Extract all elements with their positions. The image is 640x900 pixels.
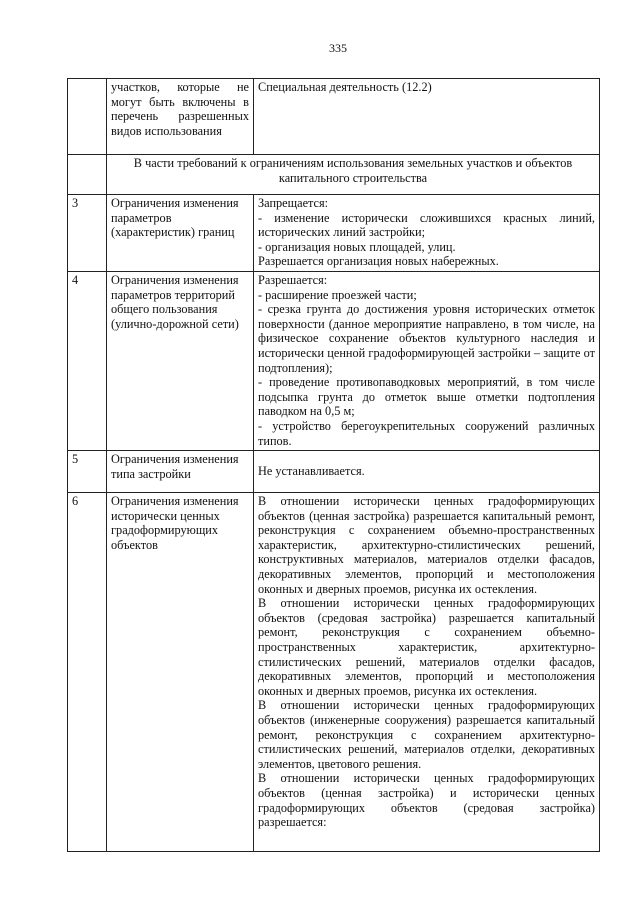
title-line: градоформирующих [111, 523, 219, 538]
content-paragraph: В отношении исторически ценных градоформирующих объектов (средовая застройка) разрешается капитальный ремонт, реконструкция с сохранением объемно-пространственных характеристик, архитектурно-стилистических решений, материалов отделки фасадов, декоративных элементов, пропорций и местоположения оконных и дверных проемов, рисунка их остекления. [258, 596, 595, 698]
content-paragraph: В отношении исторически ценных градоформирующих объектов (ценная застройка) и исторически ценных градоформирующих объектов (средовая застройка) разрешается: [258, 771, 595, 830]
content-paragraph: В отношении исторически ценных градоформирующих объектов (инженерные сооружения) разрешается капитальный ремонт, реконструкция с сохранением архитектурно-стилистических решений, материалов отделки, декоративных элементов, цветового решения. [258, 698, 595, 771]
table-row [68, 195, 600, 272]
row-number-cell [68, 79, 107, 155]
title-line: Ограничения изменения [111, 272, 239, 287]
row-content-cell [254, 271, 600, 450]
title-line: параметров территорий [111, 287, 235, 302]
content-paragraph: - проведение противопаводковых мероприятий, в том числе подсыпка грунта до отметок выше отметки подтопления паводком на 0,5 м; [258, 375, 595, 419]
table-row [68, 451, 600, 493]
title-line: Ограничения изменения [111, 196, 239, 210]
content-paragraph: Разрешается организация новых набережных. [258, 254, 499, 269]
content-paragraph: В отношении исторически ценных градоформирующих объектов (ценная застройка) разрешается капитальный ремонт, реконструкция с сохранением объемно-пространственных характеристик, архитектурно-стилистических решений, конструктивных материалов, материалов отделки фасадов, декоративных элементов, пропорций и местоположения оконных и дверных проемов, рисунка их остекления. [258, 494, 595, 596]
title-line: Ограничения изменения [111, 452, 239, 467]
table-row-continuation [68, 79, 600, 155]
content-paragraph: Разрешается: [258, 272, 328, 287]
row-content-cell [254, 493, 600, 852]
table-row [68, 493, 600, 852]
title-line: видов использования [111, 123, 222, 138]
row-title-cell [107, 451, 254, 493]
row-title-cell [107, 271, 254, 450]
row-title-cell [107, 493, 254, 852]
title-line: (улично-дорожной сети) [111, 316, 239, 331]
regulations-table [67, 78, 600, 852]
content-paragraph: Не устанавливается. [258, 463, 365, 478]
title-line: участков, которые не [111, 80, 249, 94]
row-number: 5 [68, 451, 107, 493]
row-content-cell [254, 195, 600, 272]
row-number: 3 [68, 195, 107, 272]
content-paragraph: - организация новых площадей, улиц. [258, 239, 456, 254]
content-paragraph: - расширение проезжей части; [258, 287, 417, 302]
page-number: 335 [329, 41, 347, 55]
title-line: (характеристик) границ [111, 225, 235, 240]
title-line: могут быть включены в [111, 94, 249, 109]
title-line: исторически ценных [111, 508, 220, 523]
section-header: В части требований к ограничениям использования земельных участков и объектов капитального строительства [107, 155, 600, 195]
row-number-cell [68, 155, 107, 195]
title-line: объектов [111, 537, 158, 552]
section-header-row [68, 155, 600, 195]
title-line: общего пользования [111, 302, 218, 317]
content-paragraph: - срезка грунта до достижения уровня исторических отметок поверхности (данное мероприятие направлено, в том числе, на физическое сохранение объектов культурного наследия и исторически ценной градоформирующей застройки – защите от подтопления); [258, 302, 595, 375]
content-paragraph: Запрещается: [258, 196, 329, 210]
title-line: перечень разрешенных [111, 109, 249, 124]
content-paragraph: - устройство берегоукрепительных сооружений различных типов. [258, 418, 595, 448]
content-paragraph: - изменение исторически сложившихся красных линий, исторических линий застройки; [258, 210, 595, 240]
title-line: типа застройки [111, 466, 191, 481]
row-title-cell [107, 195, 254, 272]
row-title-cell [107, 79, 254, 155]
row-number: 4 [68, 271, 107, 450]
title-line: параметров [111, 210, 172, 225]
row-content-cell: Специальная деятельность (12.2) [254, 79, 600, 155]
row-content-cell [254, 451, 600, 493]
table-row [68, 271, 600, 450]
title-line: Ограничения изменения [111, 494, 239, 509]
row-number: 6 [68, 493, 107, 852]
